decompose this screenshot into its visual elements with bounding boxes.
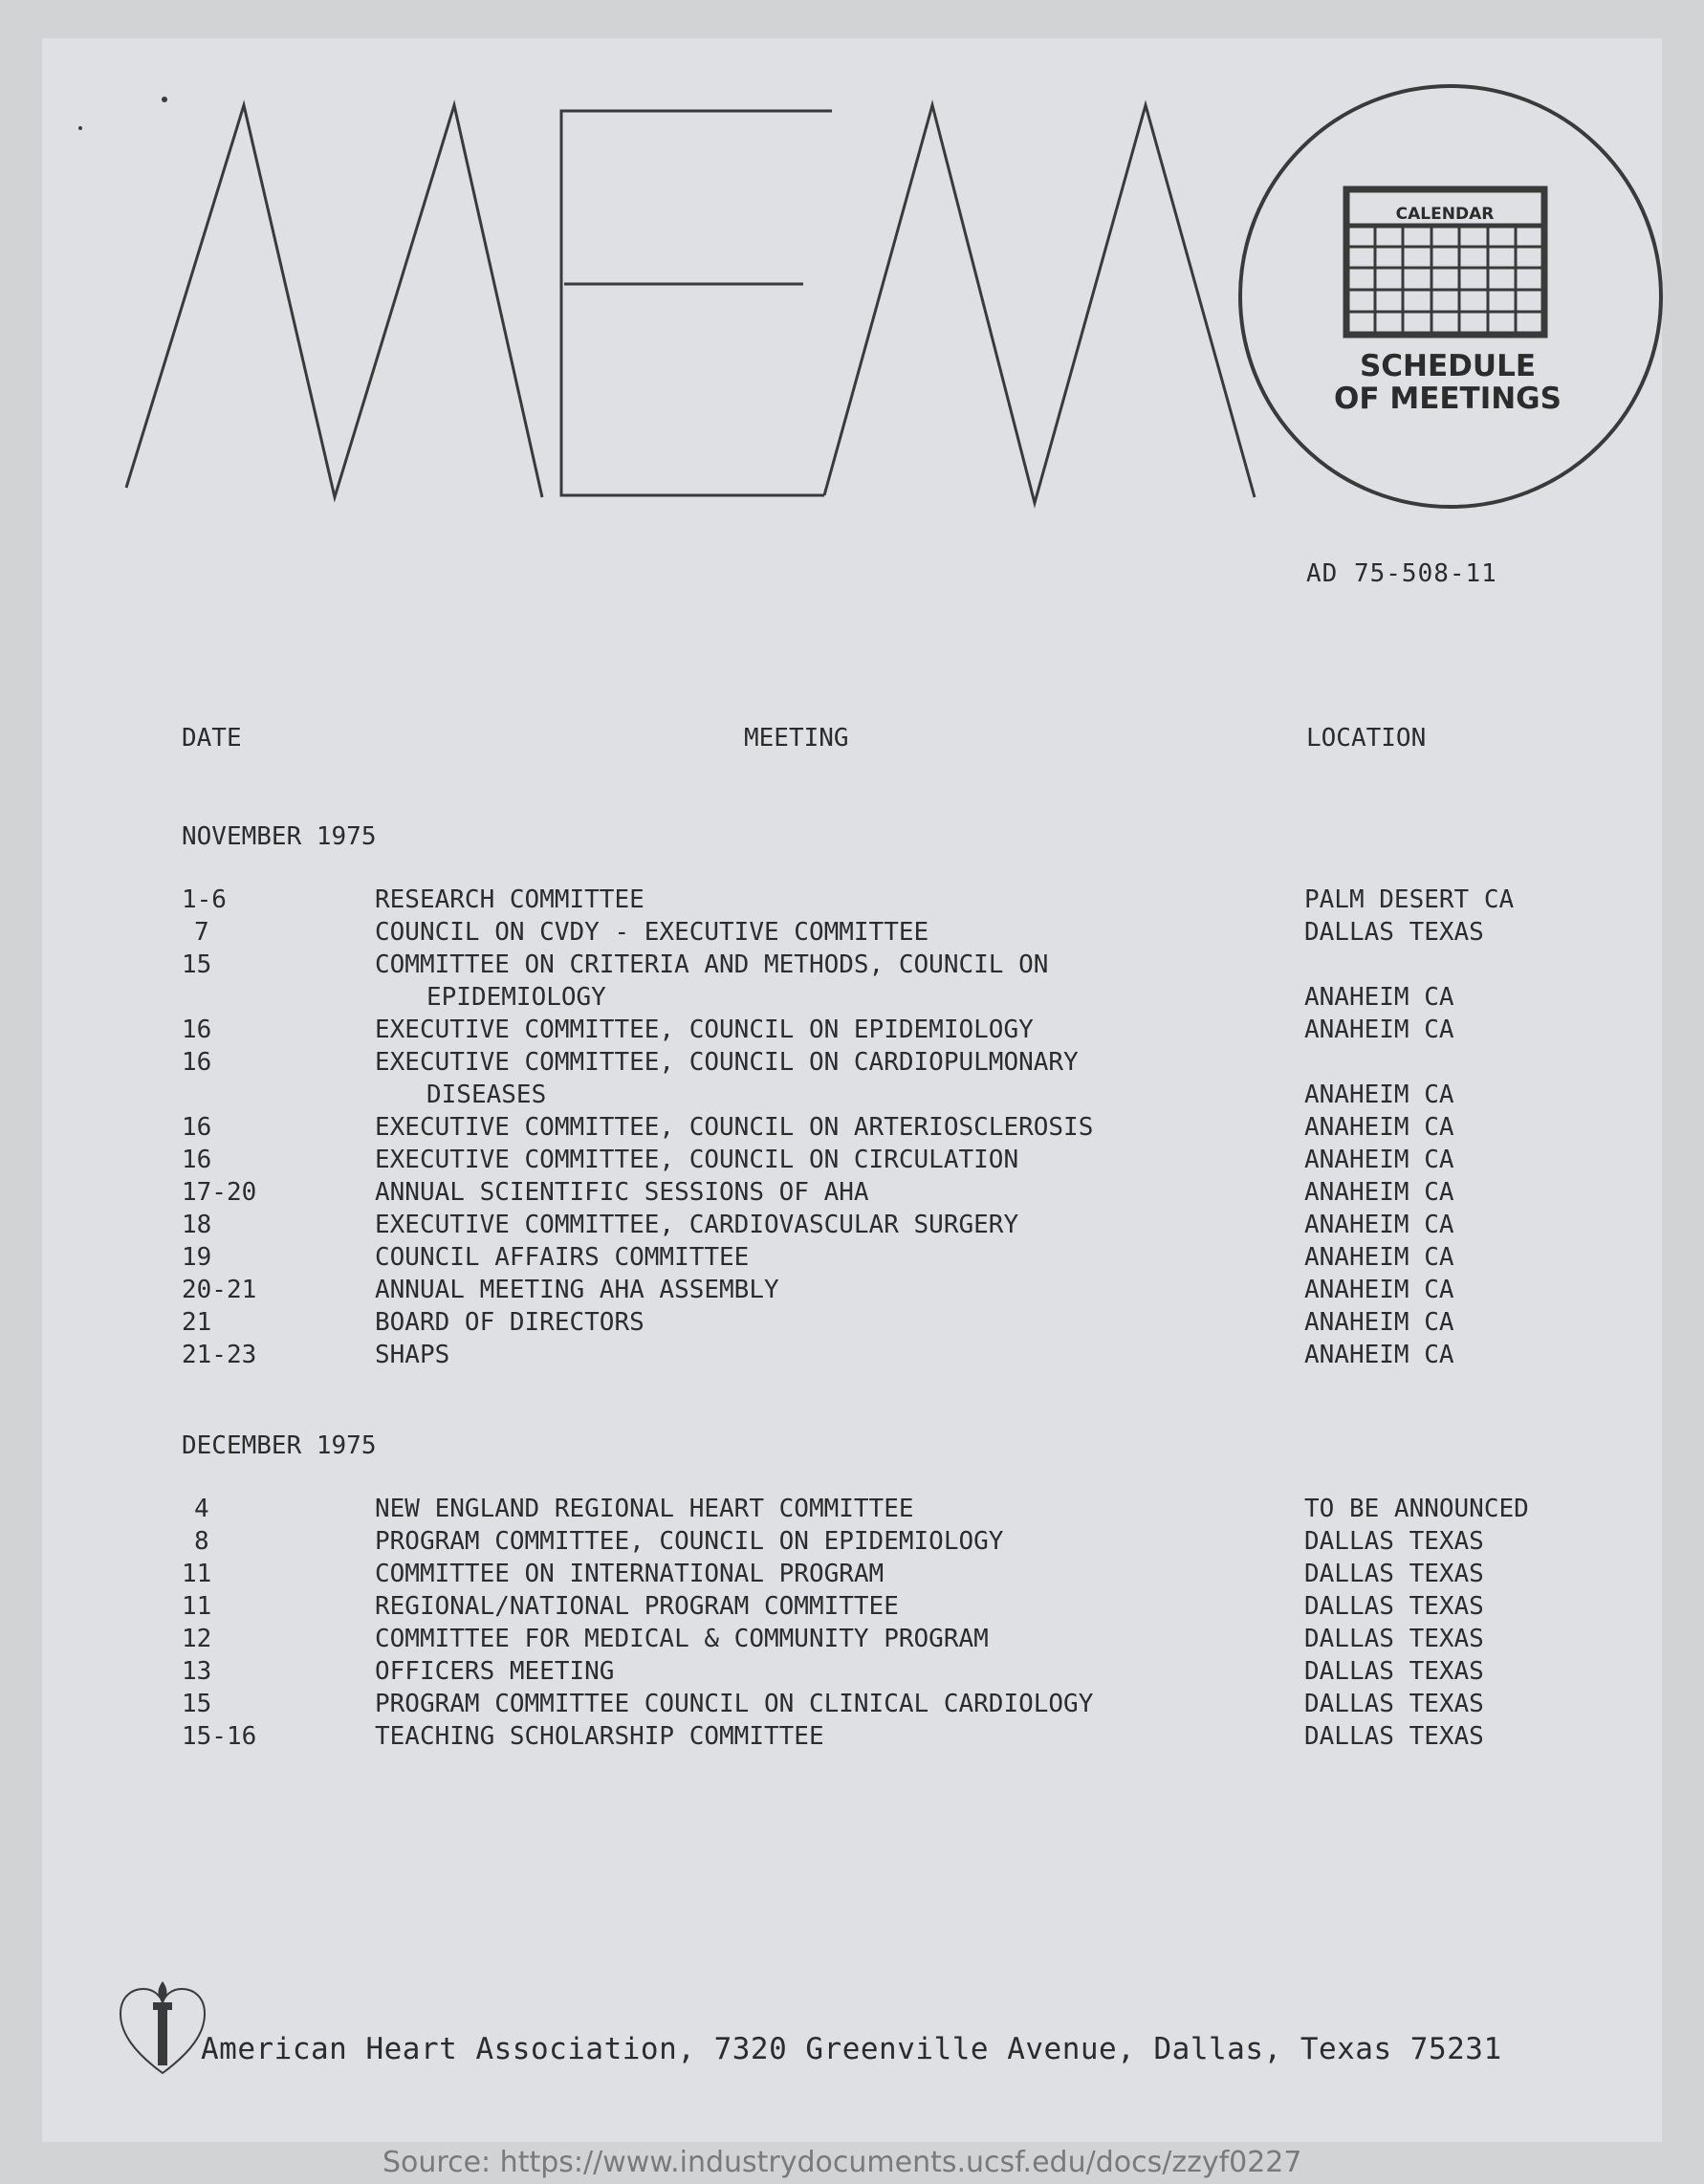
row-location: DALLAS TEXAS bbox=[1304, 1722, 1484, 1751]
table-row bbox=[0, 1690, 1704, 1722]
row-meeting: PROGRAM COMMITTEE, COUNCIL ON EPIDEMIOLOGY bbox=[375, 1527, 1004, 1556]
row-location: ANAHEIM CA bbox=[1304, 983, 1454, 1012]
row-date: 16 bbox=[182, 1016, 212, 1044]
column-header-meeting: MEETING bbox=[744, 724, 849, 753]
row-location: ANAHEIM CA bbox=[1304, 1146, 1454, 1174]
table-row bbox=[0, 1146, 1704, 1178]
table-row bbox=[0, 1625, 1704, 1657]
row-date: 15 bbox=[182, 950, 212, 979]
table-row bbox=[0, 1308, 1704, 1341]
row-location: DALLAS TEXAS bbox=[1304, 1690, 1484, 1718]
row-location: TO BE ANNOUNCED bbox=[1304, 1495, 1529, 1523]
row-location: ANAHEIM CA bbox=[1304, 1081, 1454, 1109]
row-location: ANAHEIM CA bbox=[1304, 1016, 1454, 1044]
row-meeting-continued: DISEASES bbox=[426, 1081, 547, 1109]
row-location: DALLAS TEXAS bbox=[1304, 918, 1484, 947]
table-row bbox=[0, 1276, 1704, 1308]
row-location: DALLAS TEXAS bbox=[1304, 1625, 1484, 1653]
row-meeting: EXECUTIVE COMMITTEE, COUNCIL ON ARTERIOSCLEROSIS bbox=[375, 1113, 1094, 1142]
row-date: 7 bbox=[194, 918, 209, 947]
row-meeting: TEACHING SCHOLARSHIP COMMITTEE bbox=[375, 1722, 824, 1751]
row-meeting: COUNCIL ON CVDY - EXECUTIVE COMMITTEE bbox=[375, 918, 929, 947]
row-meeting: REGIONAL/NATIONAL PROGRAM COMMITTEE bbox=[375, 1592, 899, 1621]
row-meeting: EXECUTIVE COMMITTEE, CARDIOVASCULAR SURGERY bbox=[375, 1211, 1019, 1239]
memo-letter-e bbox=[561, 111, 832, 495]
row-location: ANAHEIM CA bbox=[1304, 1243, 1454, 1272]
row-location: PALM DESERT CA bbox=[1304, 885, 1515, 914]
row-date: 16 bbox=[182, 1146, 212, 1174]
row-meeting: BOARD OF DIRECTORS bbox=[375, 1308, 644, 1337]
row-meeting: PROGRAM COMMITTEE COUNCIL ON CLINICAL CARDIOLOGY bbox=[375, 1690, 1094, 1718]
table-row bbox=[0, 1178, 1704, 1211]
row-meeting: COMMITTEE FOR MEDICAL & COMMUNITY PROGRAM bbox=[375, 1625, 989, 1653]
memo-letter-m2 bbox=[824, 105, 1255, 503]
row-date: 11 bbox=[182, 1592, 212, 1621]
row-date: 12 bbox=[182, 1625, 212, 1653]
table-row-continuation bbox=[0, 1081, 1704, 1113]
row-meeting: ANNUAL SCIENTIFIC SESSIONS OF AHA bbox=[375, 1178, 869, 1207]
table-row bbox=[0, 885, 1704, 918]
source-url: Source: https://www.industrydocuments.ucsf.edu/docs/zzyf0227 bbox=[382, 2146, 1302, 2179]
row-date: 16 bbox=[182, 1113, 212, 1142]
emblem-line-1: SCHEDULE bbox=[1359, 349, 1537, 383]
row-date: 21-23 bbox=[182, 1341, 257, 1369]
row-date: 13 bbox=[182, 1657, 212, 1686]
table-row bbox=[0, 1495, 1704, 1527]
table-row bbox=[0, 1016, 1704, 1048]
row-date: 11 bbox=[182, 1560, 212, 1588]
memo-title-art bbox=[0, 0, 1704, 535]
table-row bbox=[0, 1657, 1704, 1690]
table-row bbox=[0, 918, 1704, 950]
row-meeting: EXECUTIVE COMMITTEE, COUNCIL ON CIRCULATION bbox=[375, 1146, 1019, 1174]
row-meeting: SHAPS bbox=[375, 1341, 450, 1369]
footer-address: American Heart Association, 7320 Greenville Avenue, Dallas, Texas 75231 bbox=[201, 2032, 1502, 2066]
table-row bbox=[0, 1243, 1704, 1276]
calendar-label: CALENDAR bbox=[1395, 205, 1495, 224]
row-meeting: COMMITTEE ON INTERNATIONAL PROGRAM bbox=[375, 1560, 885, 1588]
row-date: 8 bbox=[194, 1527, 209, 1556]
row-location: DALLAS TEXAS bbox=[1304, 1592, 1484, 1621]
month-heading-december: DECEMBER 1975 bbox=[182, 1431, 377, 1460]
row-location: ANAHEIM CA bbox=[1304, 1211, 1454, 1239]
row-date: 17-20 bbox=[182, 1178, 257, 1207]
row-meeting: COUNCIL AFFAIRS COMMITTEE bbox=[375, 1243, 750, 1272]
table-row bbox=[0, 950, 1704, 983]
row-location: ANAHEIM CA bbox=[1304, 1113, 1454, 1142]
column-header-location: LOCATION bbox=[1306, 724, 1427, 753]
row-date: 21 bbox=[182, 1308, 212, 1337]
row-date: 20-21 bbox=[182, 1276, 257, 1304]
row-location: DALLAS TEXAS bbox=[1304, 1527, 1484, 1556]
row-meeting: EXECUTIVE COMMITTEE, COUNCIL ON CARDIOPULMONARY bbox=[375, 1048, 1079, 1077]
row-location: ANAHEIM CA bbox=[1304, 1276, 1454, 1304]
table-row bbox=[0, 1527, 1704, 1560]
table-row bbox=[0, 1211, 1704, 1243]
row-meeting: OFFICERS MEETING bbox=[375, 1657, 615, 1686]
table-row bbox=[0, 1113, 1704, 1146]
schedule-emblem bbox=[1240, 86, 1661, 507]
heart-torch-icon bbox=[115, 1977, 210, 2083]
row-meeting: NEW ENGLAND REGIONAL HEART COMMITTEE bbox=[375, 1495, 914, 1523]
table-row-continuation bbox=[0, 983, 1704, 1016]
row-date: 18 bbox=[182, 1211, 212, 1239]
row-meeting: COMMITTEE ON CRITERIA AND METHODS, COUNCIL ON bbox=[375, 950, 1049, 979]
table-row bbox=[0, 1592, 1704, 1625]
row-meeting: RESEARCH COMMITTEE bbox=[375, 885, 644, 914]
row-location: ANAHEIM CA bbox=[1304, 1341, 1454, 1369]
row-location: DALLAS TEXAS bbox=[1304, 1560, 1484, 1588]
row-date: 15-16 bbox=[182, 1722, 257, 1751]
table-row bbox=[0, 1048, 1704, 1081]
row-meeting: EXECUTIVE COMMITTEE, COUNCIL ON EPIDEMIOLOGY bbox=[375, 1016, 1034, 1044]
table-row bbox=[0, 1341, 1704, 1373]
row-date: 19 bbox=[182, 1243, 212, 1272]
row-location: DALLAS TEXAS bbox=[1304, 1657, 1484, 1686]
row-date: 16 bbox=[182, 1048, 212, 1077]
row-location: ANAHEIM CA bbox=[1304, 1308, 1454, 1337]
document-code: AD 75-508-11 bbox=[1306, 559, 1497, 588]
memo-letter-m1 bbox=[126, 105, 542, 497]
emblem-line-2: OF MEETINGS bbox=[1334, 382, 1562, 416]
row-date: 15 bbox=[182, 1690, 212, 1718]
row-date: 4 bbox=[194, 1495, 209, 1523]
table-row bbox=[0, 1560, 1704, 1592]
row-meeting-continued: EPIDEMIOLOGY bbox=[426, 983, 606, 1012]
table-row bbox=[0, 1722, 1704, 1755]
row-meeting: ANNUAL MEETING AHA ASSEMBLY bbox=[375, 1276, 779, 1304]
month-heading-november: NOVEMBER 1975 bbox=[182, 822, 377, 851]
row-location: ANAHEIM CA bbox=[1304, 1178, 1454, 1207]
column-header-date: DATE bbox=[182, 724, 242, 753]
row-date: 1-6 bbox=[182, 885, 227, 914]
